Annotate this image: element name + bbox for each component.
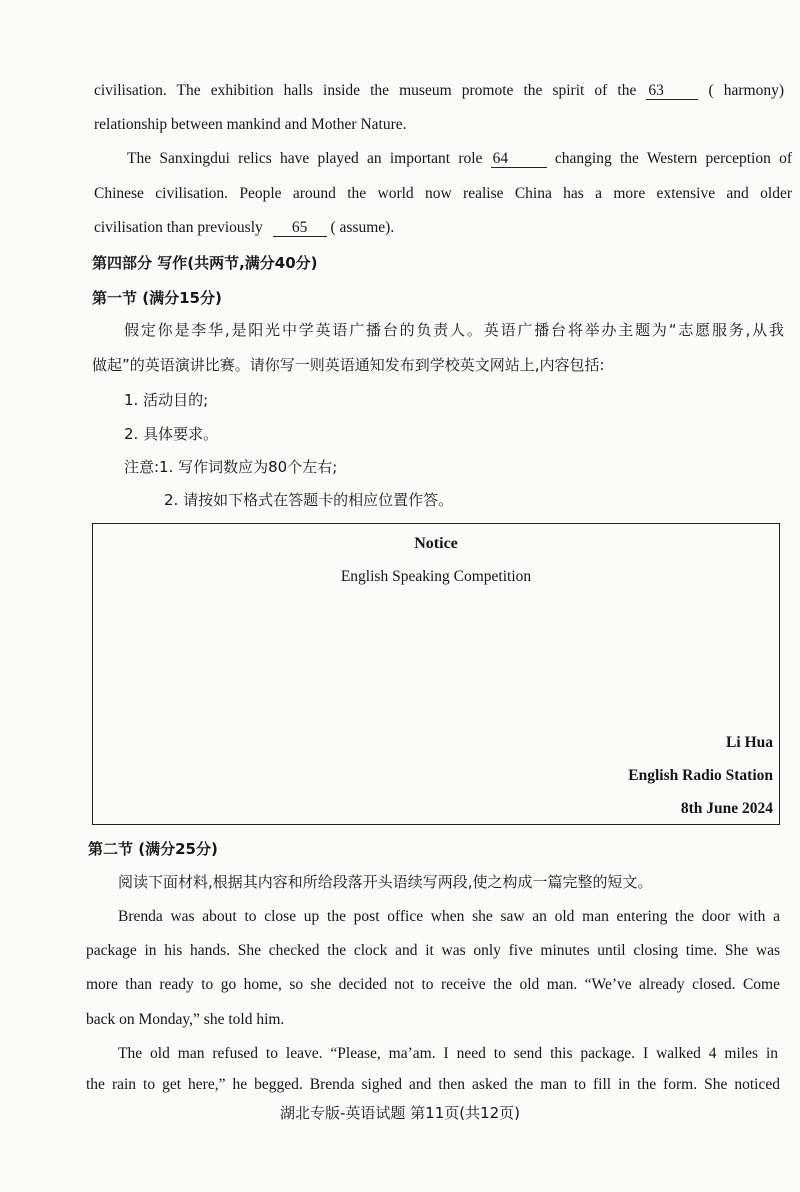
blank-65: 65 [273, 220, 327, 237]
passage-line [94, 83, 784, 100]
story-line: package in his hands. She checked the clock and it was only five minutes until closing time. She was [86, 942, 780, 959]
page-footer: 湖北专版-英语试题 第11页(共12页) [279, 1104, 521, 1122]
notice-subtitle: English Speaking Competition [340, 568, 532, 585]
blank-63: 63 [646, 83, 698, 100]
passage-text: civilisation than previously [94, 219, 263, 236]
requirement-item: 1. 活动目的; [124, 391, 209, 409]
story-line: more than ready to go home, so she decided not to receive the old man. “We’ve already closed. Come [86, 976, 780, 993]
passage-line: Chinese civilisation. People around the world now realise China has a more extensive and older [94, 185, 792, 202]
notice-signer: Li Hua [726, 734, 773, 751]
requirement-item: 2. 具体要求。 [124, 425, 219, 443]
passage-text: civilisation. The exhibition halls inside the museum promote the spirit of the [94, 82, 637, 99]
passage-text: changing the Western perception of [554, 150, 793, 167]
prompt-line: 假定你是李华,是阳光中学英语广播台的负责人。英语广播台将举办主题为“志愿服务,从我 [124, 321, 784, 339]
note-line: 注意:1. 写作词数应为80个左右; [124, 458, 338, 476]
part4-heading: 第四部分 写作(共两节,满分40分) [92, 254, 318, 272]
story-line: Brenda was about to close up the post office when she saw an old man entering the door with a [118, 908, 780, 925]
section2-heading: 第二节 (满分25分) [88, 840, 218, 858]
prompt-line: 做起”的英语演讲比赛。请你写一则英语通知发布到学校英文网站上,内容包括: [92, 356, 605, 374]
section2-instruction: 阅读下面材料,根据其内容和所给段落开头语续写两段,使之构成一篇完整的短文。 [118, 873, 653, 891]
story-line: back on Monday,” she told him. [86, 1011, 285, 1028]
note-line: 2. 请按如下格式在答题卡的相应位置作答。 [164, 491, 454, 509]
notice-answer-box [92, 523, 780, 825]
story-line: The old man refused to leave. “Please, ma’am. I need to send this package. I walked 4 miles in [118, 1045, 778, 1062]
passage-text: The Sanxingdui relics have played an important role [127, 150, 483, 167]
notice-date: 8th June 2024 [680, 800, 773, 817]
hint-65: ( assume). [330, 219, 395, 236]
hint-63: ( harmony) [708, 82, 784, 99]
notice-organization: English Radio Station [628, 767, 773, 784]
section1-heading: 第一节 (满分15分) [92, 289, 222, 307]
passage-line: relationship between mankind and Mother Nature. [94, 116, 407, 133]
passage-line [127, 151, 792, 168]
passage-line [94, 220, 394, 237]
notice-title: Notice [414, 535, 458, 552]
blank-64: 64 [491, 151, 547, 168]
story-line: the rain to get here,” he begged. Brenda sighed and then asked the man to fill in the form. She noticed [86, 1076, 780, 1093]
